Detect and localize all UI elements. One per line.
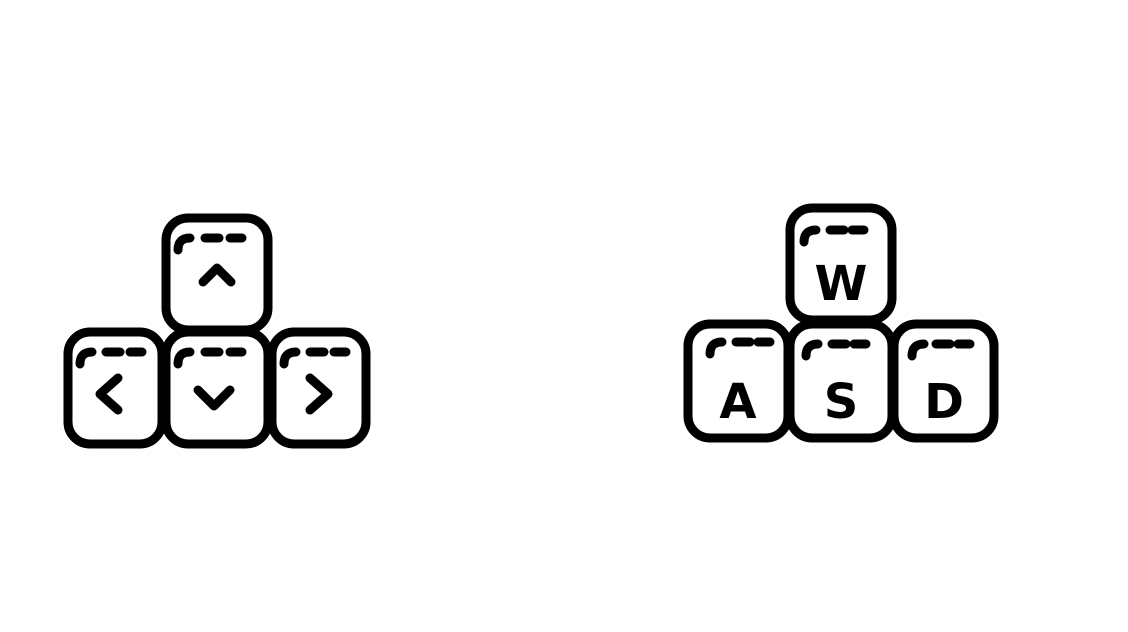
key-w-label: W — [814, 256, 868, 312]
arrow-left-icon — [100, 378, 118, 410]
key-up — [166, 218, 268, 330]
arrow-right-icon — [310, 378, 328, 410]
wasd-keys-icon — [680, 200, 1010, 452]
key-a-label: A — [719, 374, 757, 430]
arrow-down-icon — [198, 390, 230, 406]
key-down — [166, 332, 268, 444]
key-left — [68, 332, 162, 444]
arrow-keys-icon — [60, 210, 380, 460]
arrow-up-icon — [203, 268, 231, 282]
key-d-label: D — [924, 374, 964, 430]
key-s-label: S — [823, 374, 859, 430]
key-right — [272, 332, 366, 444]
